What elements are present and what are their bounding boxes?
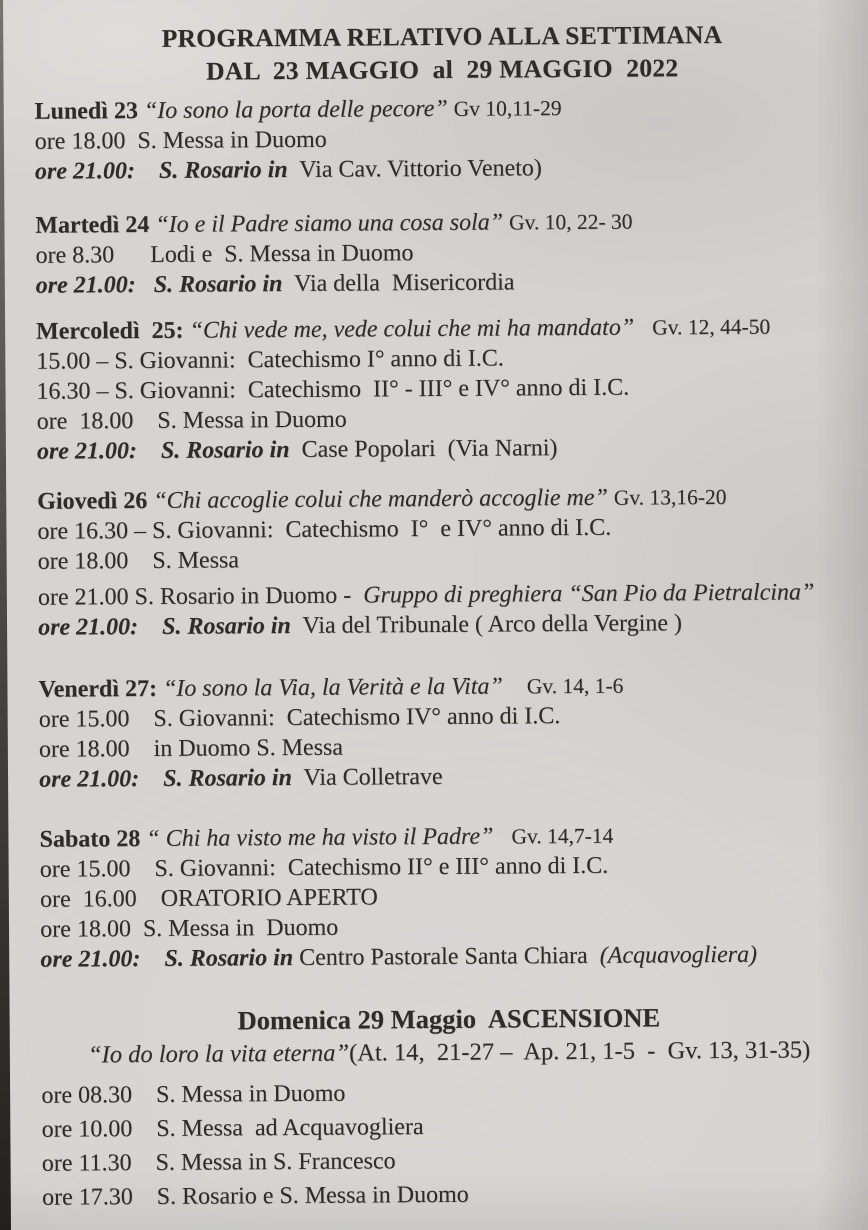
day-section-martedi-24: [35, 205, 852, 301]
text-segment: ore 15.00 S. Giovanni: Catechismo II° e III° anno di I.C.: [39, 852, 609, 883]
text-segment: 15.00 – S. Giovanni: Catechismo I° anno di I.C.: [36, 345, 504, 375]
day-section-lunedi-23: [34, 91, 851, 187]
text-segment: ore 21.00:: [38, 614, 139, 641]
text-segment: [139, 766, 163, 792]
day-section-giovedi-26: [37, 481, 854, 643]
schedule-line: [40, 939, 856, 975]
schedule-line: [38, 607, 854, 643]
text-segment: ore 16.00 ORATORIO APERTO: [39, 884, 378, 913]
text-segment: S. Rosario in: [158, 157, 288, 184]
text-segment: “Io e il Padre siamo una cosa sola”: [155, 209, 510, 238]
text-segment: ore 08.30 S. Messa in Duomo: [41, 1080, 346, 1109]
text-segment: ore 10.00 S. Messa ad Acquavogliera: [41, 1114, 424, 1143]
text-segment: ore 18.00 S. Messa in Duomo: [34, 126, 327, 155]
schedule-line: [42, 1107, 858, 1147]
text-segment: ore 21.00:: [36, 438, 137, 465]
text-segment: “Io sono la Via, la Verità e la Vita”: [162, 673, 527, 702]
text-segment: S. Rosario in: [163, 764, 292, 792]
text-segment: (At. 14, 21-27 – Ap. 21, 1-5 - Gv. 13, 31-35): [348, 1036, 811, 1067]
text-segment: Via della Misericordia: [282, 269, 515, 298]
text-segment: “Chi vede me, vede colui che mi ha mandato”: [189, 314, 653, 344]
text-segment: Martedì 24: [35, 211, 156, 239]
text-segment: “Io sono la porta delle pecore”: [143, 95, 454, 125]
text-segment: Gv. 14,7-14: [511, 823, 614, 849]
text-segment: S. Rosario in: [160, 437, 290, 464]
text-segment: ore 18.00 S. Messa in Duomo: [40, 914, 339, 943]
schedule-line: [39, 759, 855, 795]
text-segment: Domenica 29 Maggio ASCENSIONE: [237, 1002, 661, 1036]
text-segment: “Io do loro la vita eterna”: [87, 1039, 350, 1069]
text-segment: ore 8.30 Lodi e S. Messa in Duomo: [35, 240, 414, 269]
schedule-line: [42, 1141, 858, 1181]
text-segment: [136, 272, 154, 298]
text-segment: ore 21.00 S. Rosario in Duomo -: [37, 582, 364, 611]
text-segment: Case Popolari (Via Narni): [289, 435, 558, 464]
text-segment: [138, 614, 162, 640]
text-segment: ore 15.00 S. Giovanni: Catechismo IV° anno di I.C.: [38, 703, 561, 733]
day-section-sabato-28: [40, 819, 857, 975]
schedule-line: [38, 577, 854, 613]
text-segment: ore 21.00:: [35, 272, 136, 299]
document-title-line-2: DAL 23 MAGGIO al 29 MAGGIO 2022: [205, 53, 679, 86]
day-heading: [36, 311, 852, 347]
text-segment: Via Colletrave: [291, 763, 443, 791]
schedule-line: [36, 265, 852, 301]
weekly-schedule: [34, 91, 858, 1215]
text-segment: Gv 10,11-29: [453, 96, 562, 121]
text-segment: (Acquavogliera): [599, 941, 758, 969]
schedule-line: [41, 1073, 857, 1113]
text-segment: Gv. 12, 44-50: [652, 314, 771, 340]
schedule-line: [41, 1033, 857, 1073]
text-segment: S. Rosario in: [164, 944, 294, 972]
text-segment: ore 18.00 S. Messa: [37, 547, 240, 575]
day-section-domenica-29-maggio: [41, 999, 858, 1215]
text-segment: ore 21.00:: [39, 766, 140, 793]
text-segment: [137, 438, 161, 464]
text-segment: ore 16.30 – S. Giovanni: Catechismo I° e IV° anno di I.C.: [37, 514, 612, 545]
text-segment: [140, 946, 164, 972]
text-segment: ore 18.00 S. Messa in Duomo: [36, 406, 347, 435]
text-segment: ore 21.00:: [34, 158, 136, 185]
day-section-mercoledi-25: [36, 311, 853, 467]
schedule-line: [38, 541, 854, 577]
text-segment: ore 21.00:: [40, 946, 141, 973]
text-segment: ore 18.00 in Duomo S. Messa: [38, 734, 344, 763]
text-segment: Gv. 14, 1-6: [526, 673, 624, 699]
day-section-venerdi-27: [38, 669, 855, 795]
text-segment: ore 17.30 S. Rosario e S. Messa in Duomo: [42, 1181, 469, 1211]
text-segment: 16.30 – S. Giovanni: Catechismo II° - III° e IV° anno di I.C.: [36, 374, 630, 405]
text-segment: S. Rosario in: [162, 613, 291, 640]
text-segment: Via del Tribunale ( Arco della Vergine ): [290, 610, 683, 639]
text-segment: S. Rosario in: [153, 271, 283, 298]
schedule-line: [37, 431, 853, 467]
text-segment: Giovedì 26: [37, 487, 154, 515]
text-segment: Lunedì 23: [34, 98, 145, 125]
text-segment: Via Cav. Vittorio Veneto): [287, 155, 542, 184]
text-segment: Venerdì 27:: [38, 675, 164, 703]
text-segment: Gv. 13,16-20: [613, 484, 727, 510]
schedule-line: [42, 1175, 858, 1215]
text-segment: Mercoledì 25:: [35, 317, 190, 345]
text-segment: Gruppo di preghiera “San Pio da Pietralcina”: [363, 579, 815, 609]
text-segment: ore 11.30 S. Messa in S. Francesco: [41, 1148, 396, 1177]
schedule-line: [35, 151, 851, 187]
document-title-line-1: PROGRAMMA RELATIVO ALLA SETTIMANA: [161, 19, 723, 53]
text-segment: “Chi accoglie colui che manderò accoglie me”: [153, 484, 614, 514]
text-segment: “ Chi ha visto me ha visto il Padre”: [146, 823, 512, 853]
day-heading: [41, 999, 857, 1039]
text-segment: Gv. 10, 22- 30: [508, 209, 633, 235]
text-segment: [135, 158, 159, 184]
text-segment: Centro Pastorale Santa Chiara: [293, 942, 600, 971]
text-segment: Sabato 28: [39, 826, 147, 853]
